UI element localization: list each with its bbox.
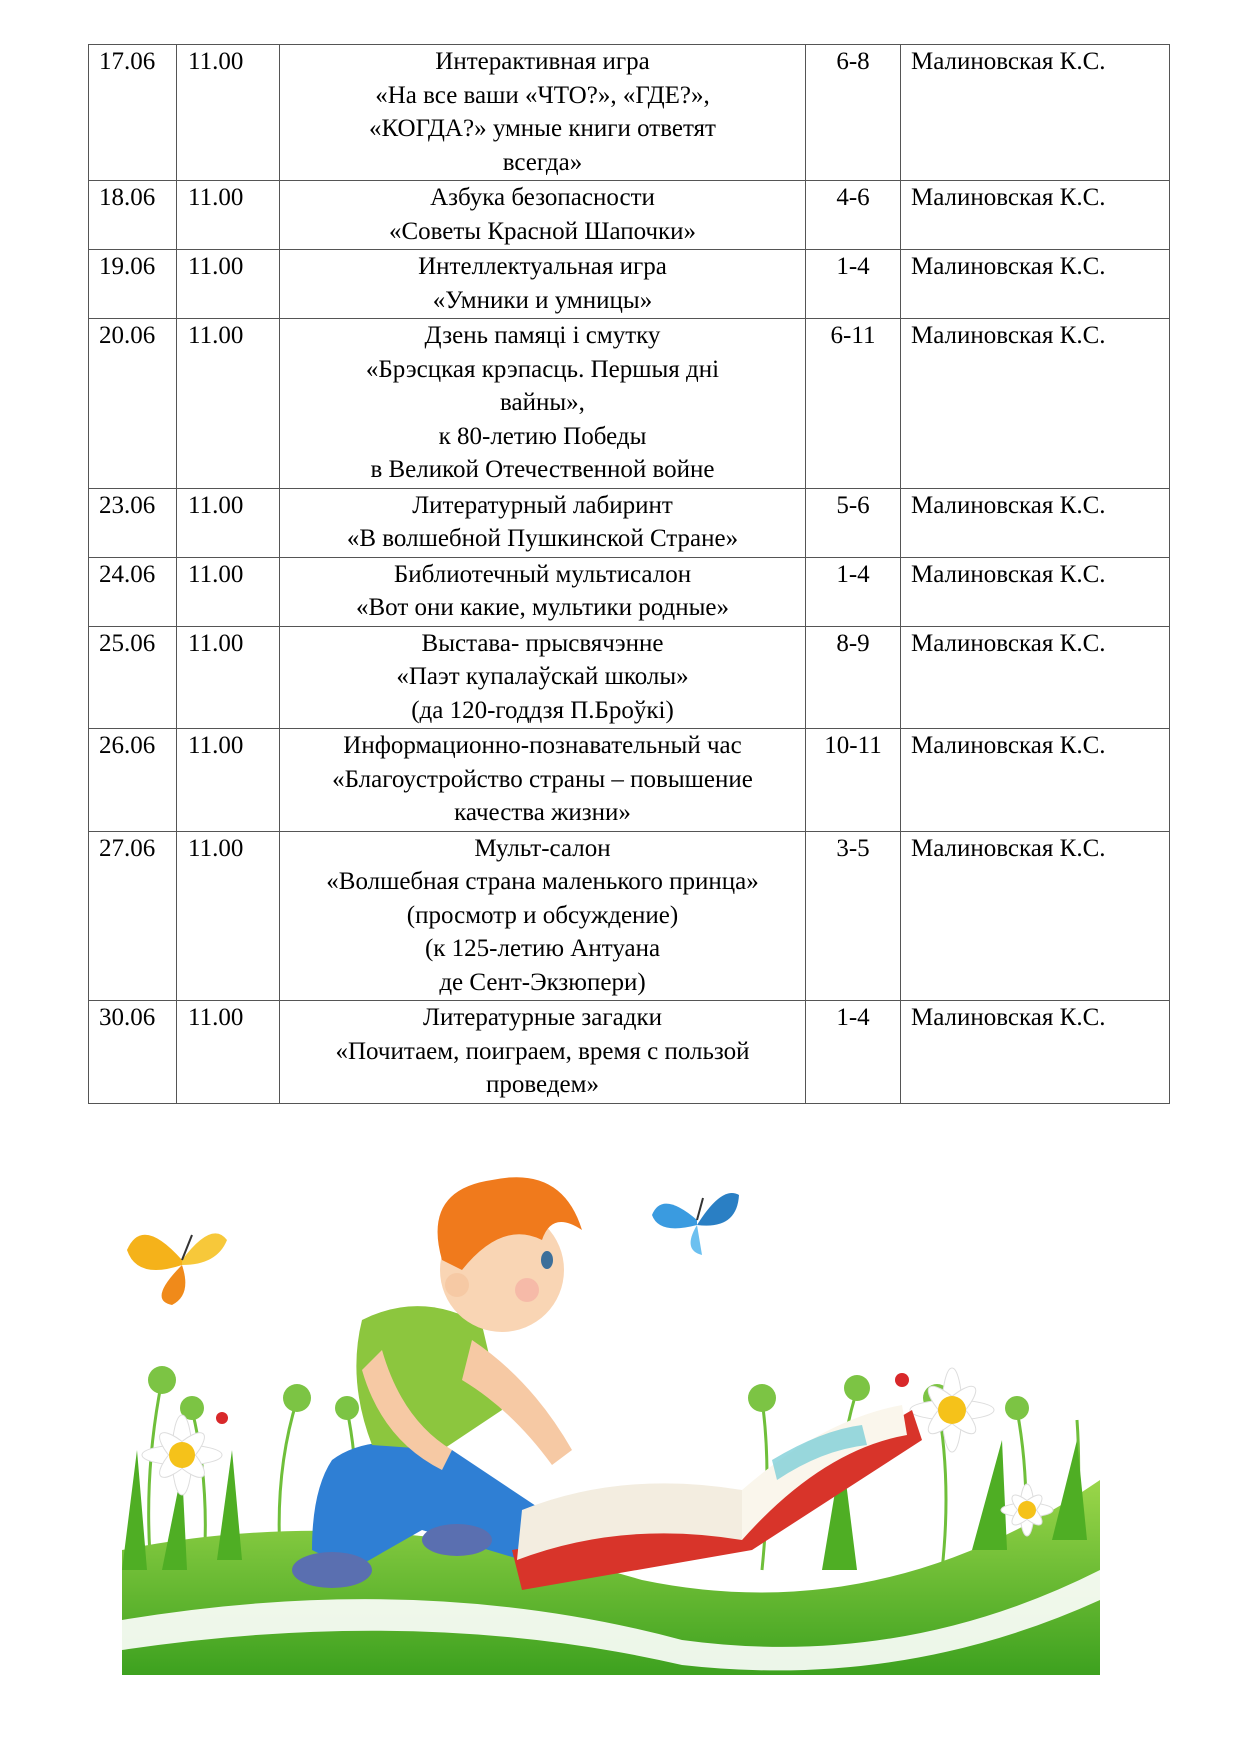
- event-title-line: Азбука безопасности: [430, 184, 655, 211]
- table-row: [89, 319, 1170, 489]
- event-title-line: проведем»: [486, 1071, 599, 1098]
- events-table-body: [89, 45, 1170, 1104]
- event-responsible: Малиновская К.С.: [901, 831, 1170, 1001]
- event-title-line: «Умники и умницы»: [432, 286, 653, 314]
- table-row: [89, 488, 1170, 557]
- event-responsible: Малиновская К.С.: [901, 319, 1170, 489]
- event-title-line: «Брэсцкая крэпасць. Першыя дні: [365, 355, 720, 383]
- event-time: 11.00: [177, 181, 280, 250]
- butterfly-blue-icon: [652, 1193, 739, 1255]
- event-date: 27.06: [89, 831, 177, 1001]
- event-responsible: Малиновская К.С.: [901, 626, 1170, 729]
- event-time: 11.00: [177, 626, 280, 729]
- ladybug-icon: [895, 1373, 909, 1387]
- event-date: 23.06: [89, 488, 177, 557]
- event-date: 17.06: [89, 45, 177, 181]
- event-title: [280, 250, 806, 319]
- table-row: [89, 626, 1170, 729]
- event-title: [280, 1001, 806, 1104]
- event-date: 30.06: [89, 1001, 177, 1104]
- event-title-line: Интерактивная игра: [435, 48, 650, 75]
- event-title: [280, 488, 806, 557]
- event-title: [280, 45, 806, 181]
- event-time: 11.00: [177, 319, 280, 489]
- event-date: 26.06: [89, 729, 177, 832]
- event-age-group: 6-11: [806, 319, 901, 489]
- event-time: 11.00: [177, 488, 280, 557]
- event-title: [280, 319, 806, 489]
- event-title-line: Литературный лабиринт: [412, 491, 673, 519]
- event-title-line: Литературные загадки: [423, 1004, 662, 1031]
- event-title-line: «Почитаем, поиграем, время с пользой: [335, 1037, 750, 1065]
- event-title-line: (просмотр и обсуждение): [406, 901, 679, 929]
- reading-boy-illustration: [122, 1150, 1100, 1675]
- event-age-group: 8-9: [806, 626, 901, 729]
- event-date: 19.06: [89, 250, 177, 319]
- event-title-line: Интеллектуальная игра: [418, 253, 667, 280]
- event-title-line: качества жизни»: [454, 799, 631, 826]
- event-title-line: Информационно-познавательный час: [343, 732, 742, 759]
- event-responsible: Малиновская К.С.: [901, 1001, 1170, 1104]
- event-age-group: 1-4: [806, 250, 901, 319]
- event-date: 25.06: [89, 626, 177, 729]
- event-time: 11.00: [177, 250, 280, 319]
- event-title-line: всегда»: [502, 148, 583, 176]
- event-title-line: (к 125-летию Антуана: [424, 935, 661, 962]
- event-title-line: «Благоустройство страны – повышение: [332, 765, 753, 793]
- event-title-line: Библиотечный мультисалон: [393, 560, 692, 588]
- daisy-right: [910, 1368, 994, 1452]
- event-time: 11.00: [177, 45, 280, 181]
- ladybug-icon: [216, 1412, 228, 1424]
- table-row: [89, 181, 1170, 250]
- event-age-group: 6-8: [806, 45, 901, 181]
- table-row: [89, 831, 1170, 1001]
- event-date: 20.06: [89, 319, 177, 489]
- event-title-line: (да 120-годдзя П.Броўкі): [411, 696, 674, 724]
- event-responsible: Малиновская К.С.: [901, 729, 1170, 832]
- table-row: [89, 1001, 1170, 1104]
- event-age-group: 1-4: [806, 1001, 901, 1104]
- event-title-line: Мульт-салон: [474, 834, 611, 862]
- event-title-line: «Волшебная страна маленького принца»: [326, 868, 759, 895]
- event-time: 11.00: [177, 831, 280, 1001]
- boy-shoe-left: [292, 1552, 372, 1588]
- event-title-line: в Великой Отечественной войне: [370, 456, 715, 483]
- open-book-icon: [512, 1405, 922, 1590]
- event-title: [280, 831, 806, 1001]
- butterfly-yellow-icon: [127, 1233, 227, 1305]
- table-row: [89, 45, 1170, 181]
- event-title-line: «На все ваши «ЧТО?», «ГДЕ?»,: [375, 81, 710, 109]
- event-title-line: Дзень памяці і смутку: [424, 322, 661, 349]
- event-age-group: 4-6: [806, 181, 901, 250]
- event-title-line: де Сент-Экзюпери): [439, 968, 646, 996]
- event-responsible: Малиновская К.С.: [901, 488, 1170, 557]
- event-responsible: Малиновская К.С.: [901, 181, 1170, 250]
- event-title: [280, 729, 806, 832]
- event-title: [280, 557, 806, 626]
- event-age-group: 10-11: [806, 729, 901, 832]
- event-time: 11.00: [177, 557, 280, 626]
- event-date: 18.06: [89, 181, 177, 250]
- event-title: [280, 181, 806, 250]
- event-title-line: Выстава- прысвячэнне: [421, 629, 664, 657]
- table-row: [89, 557, 1170, 626]
- table-row: [89, 729, 1170, 832]
- event-responsible: Малиновская К.С.: [901, 250, 1170, 319]
- event-date: 24.06: [89, 557, 177, 626]
- boy-shoe-right: [422, 1524, 492, 1556]
- event-title-line: «В волшебной Пушкинской Стране»: [346, 525, 739, 552]
- event-title: [280, 626, 806, 729]
- event-age-group: 5-6: [806, 488, 901, 557]
- event-title-line: «Вот они какие, мультики родные»: [355, 594, 729, 621]
- event-title-line: «КОГДА?» умные книги ответят: [369, 115, 716, 142]
- event-responsible: Малиновская К.С.: [901, 557, 1170, 626]
- event-age-group: 3-5: [806, 831, 901, 1001]
- event-age-group: 1-4: [806, 557, 901, 626]
- event-title-line: «Советы Красной Шапочки»: [388, 217, 697, 245]
- event-time: 11.00: [177, 1001, 280, 1104]
- event-responsible: Малиновская К.С.: [901, 45, 1170, 181]
- event-title-line: вайны»,: [500, 389, 585, 416]
- boy-eye: [541, 1251, 553, 1269]
- event-time: 11.00: [177, 729, 280, 832]
- events-table: [88, 44, 1170, 1104]
- event-title-line: к 80-летию Победы: [438, 422, 647, 450]
- event-title-line: «Паэт купалаўскай школы»: [396, 663, 689, 690]
- table-row: [89, 250, 1170, 319]
